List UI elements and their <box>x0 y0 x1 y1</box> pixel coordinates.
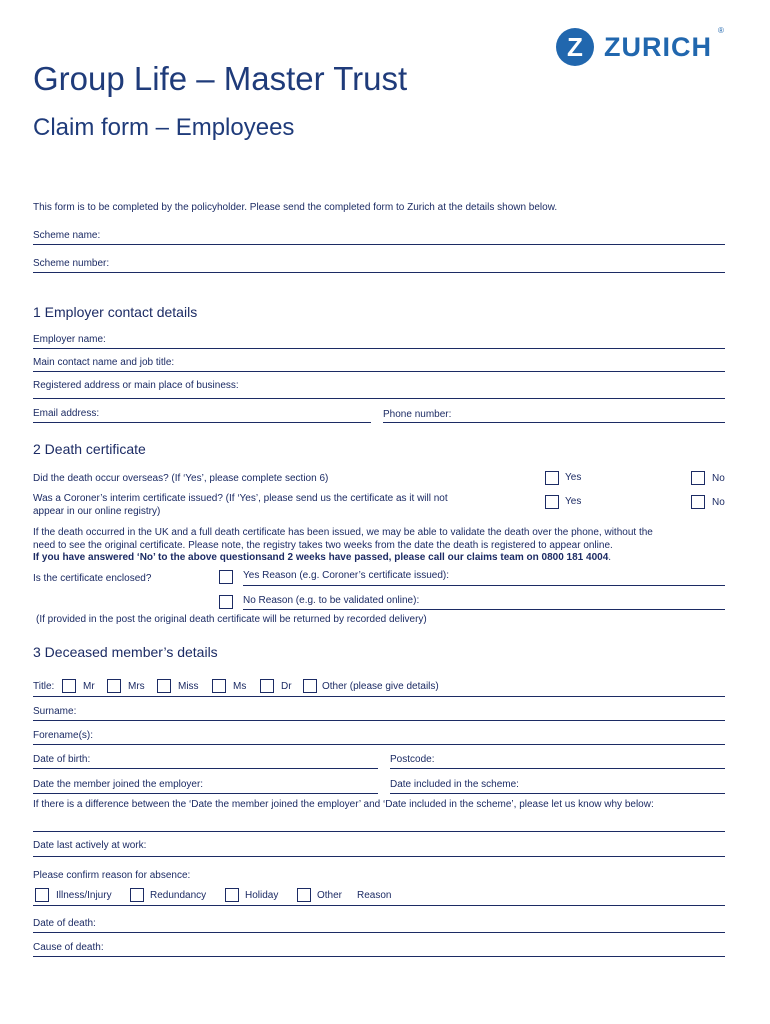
postcode-field[interactable] <box>390 768 725 769</box>
employer-name-field[interactable] <box>33 348 725 349</box>
intro-text: This form is to be completed by the policyholder. Please send the completed form to Zurich at the details shown below. <box>33 202 558 213</box>
coroner-no-label: No <box>712 497 725 508</box>
coroner-no-checkbox[interactable] <box>691 495 705 509</box>
surname-field[interactable] <box>33 720 725 721</box>
section-1-title: 1 Employer contact details <box>33 304 198 320</box>
scheme-number-label: Scheme number: <box>33 258 110 269</box>
difference-field[interactable] <box>33 831 725 832</box>
page-title: Group Life – Master Trust <box>33 60 408 97</box>
absence-holiday-checkbox[interactable] <box>225 888 239 902</box>
phone-label: Phone number: <box>383 409 452 420</box>
dob-field[interactable] <box>33 768 378 769</box>
absence-illness-label: Illness/Injury <box>56 890 112 901</box>
date-joined-label: Date the member joined the employer: <box>33 779 204 790</box>
scheme-name-label: Scheme name: <box>33 230 101 241</box>
title-other-label: Other (please give details) <box>322 681 439 692</box>
scheme-name-field[interactable] <box>33 244 725 245</box>
date-included-field[interactable] <box>390 793 725 794</box>
title-mrs-label: Mrs <box>128 681 145 692</box>
absence-question: Please confirm reason for absence: <box>33 870 191 881</box>
absence-holiday-label: Holiday <box>245 890 279 901</box>
title-ms-checkbox[interactable] <box>212 679 226 693</box>
title-mr-label: Mr <box>83 681 95 692</box>
coroner-question-line1: Was a Coroner’s interim certificate issued? (If ‘Yes’, please send us the certificate as it will not <box>33 493 448 504</box>
enclosed-no-checkbox[interactable] <box>219 595 233 609</box>
email-field[interactable] <box>33 422 371 423</box>
info-line-2: need to see the original certificate. Please note, the registry takes two weeks from the date the death is registered to appear online. <box>33 540 613 551</box>
claims-phone-text: If you have answered ‘No’ to the above questionsand 2 weeks have passed, please call our claims team on 0800 181 4004 <box>33 552 609 563</box>
date-of-death-label: Date of death: <box>33 918 96 929</box>
cause-of-death-field[interactable] <box>33 956 725 957</box>
section-3-title: 3 Deceased member’s details <box>33 644 218 660</box>
info-line-3 <box>33 552 611 563</box>
last-active-field[interactable] <box>33 856 725 857</box>
dob-label: Date of birth: <box>33 754 91 765</box>
absence-reason-label: Reason <box>357 890 392 901</box>
info-line-1: If the death occurred in the UK and a full death certificate has been issued, we may be able to validate the death over the phone, without the <box>33 527 653 538</box>
last-active-label: Date last actively at work: <box>33 840 147 851</box>
absence-reason-field[interactable] <box>33 905 725 906</box>
info-line-3-end: . <box>608 552 612 563</box>
overseas-no-label: No <box>712 473 725 484</box>
date-of-death-field[interactable] <box>33 932 725 933</box>
title-other-checkbox[interactable] <box>303 679 317 693</box>
overseas-question: Did the death occur overseas? (If ‘Yes’, please complete section 6) <box>33 473 329 484</box>
difference-question: If there is a difference between the ‘Date the member joined the employer’ and ‘Date included in the scheme’, please let us know why below: <box>33 799 654 810</box>
email-label: Email address: <box>33 408 100 419</box>
title-ms-label: Ms <box>233 681 247 692</box>
overseas-yes-checkbox[interactable] <box>545 471 559 485</box>
forenames-label: Forename(s): <box>33 730 94 741</box>
date-joined-field[interactable] <box>33 793 378 794</box>
phone-field[interactable] <box>383 422 725 423</box>
main-contact-field[interactable] <box>33 371 725 372</box>
coroner-yes-checkbox[interactable] <box>545 495 559 509</box>
absence-illness-checkbox[interactable] <box>35 888 49 902</box>
coroner-question-line2: appear in our online registry) <box>33 506 161 517</box>
coroner-yes-label: Yes <box>565 496 582 507</box>
date-included-label: Date included in the scheme: <box>390 779 519 790</box>
absence-redundancy-checkbox[interactable] <box>130 888 144 902</box>
title-dr-label: Dr <box>281 681 292 692</box>
title-mr-checkbox[interactable] <box>62 679 76 693</box>
absence-redundancy-label: Redundancy <box>150 890 207 901</box>
title-miss-label: Miss <box>178 681 199 692</box>
enclosed-no-reason-label: No Reason (e.g. to be validated online): <box>243 595 420 606</box>
address-field[interactable] <box>33 398 725 399</box>
logo-registered-mark: ® <box>718 26 724 35</box>
forenames-field[interactable] <box>33 744 725 745</box>
certificate-enclosed-question: Is the certificate enclosed? <box>33 573 152 584</box>
enclosed-no-reason-field[interactable] <box>243 609 725 610</box>
employer-name-label: Employer name: <box>33 334 106 345</box>
address-label: Registered address or main place of business: <box>33 380 239 391</box>
logo-wordmark: ZURICH <box>604 32 712 62</box>
title-miss-checkbox[interactable] <box>157 679 171 693</box>
surname-label: Surname: <box>33 706 77 717</box>
page-subtitle: Claim form – Employees <box>33 114 295 141</box>
title-field-line <box>33 696 725 697</box>
enclosed-yes-reason-label: Yes Reason (e.g. Coroner’s certificate issued): <box>243 570 450 581</box>
zurich-logo <box>556 28 726 68</box>
title-mrs-checkbox[interactable] <box>107 679 121 693</box>
enclosed-yes-reason-field[interactable] <box>243 585 725 586</box>
overseas-yes-label: Yes <box>565 472 582 483</box>
main-contact-label: Main contact name and job title: <box>33 357 175 368</box>
overseas-no-checkbox[interactable] <box>691 471 705 485</box>
section-2-title: 2 Death certificate <box>33 441 146 457</box>
postcode-label: Postcode: <box>390 754 435 765</box>
enclosed-yes-checkbox[interactable] <box>219 570 233 584</box>
post-note: (If provided in the post the original death certificate will be returned by recorded delivery) <box>36 614 427 625</box>
absence-other-label: Other <box>317 890 343 901</box>
scheme-number-field[interactable] <box>33 272 725 273</box>
cause-of-death-label: Cause of death: <box>33 942 104 953</box>
title-dr-checkbox[interactable] <box>260 679 274 693</box>
title-label: Title: <box>33 681 55 692</box>
logo-letter: Z <box>567 32 583 62</box>
absence-other-checkbox[interactable] <box>297 888 311 902</box>
